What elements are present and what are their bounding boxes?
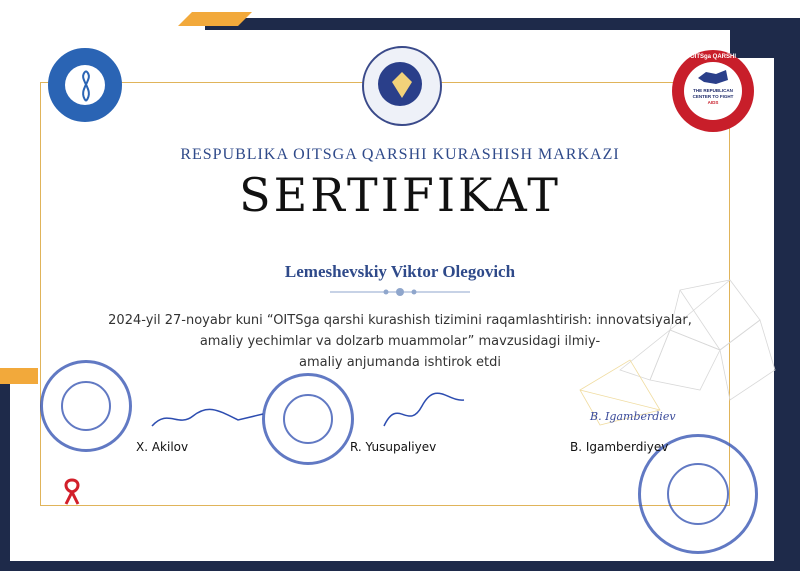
dna-emblem-icon [71,69,101,103]
ornament-divider [330,284,470,300]
signatory-yusupaliyev: R. Yusupaliyev [350,440,437,454]
ministry-logo-center [362,46,442,126]
red-ribbon-icon [62,478,82,506]
signatory-igamberdiyev: B. Igamberdiyev [570,440,669,454]
left-gold-stripe [0,368,38,384]
bird-emblem-icon [386,68,418,102]
aids-center-logo [672,50,754,132]
top-navy-band [205,18,800,30]
logo-top-text: OITSga QARSHI [689,54,736,60]
body-line-1: 2024-yil 27-noyabr kuni “OITSga qarshi kurashish tizimini raqamlashtirish: innovatsiyalar, [108,313,692,328]
map-icon [696,68,730,86]
signature-akilov [148,398,268,438]
recipient-name: Lemeshevskiy Viktor Olegovich [284,262,516,281]
ministry-logo-left [48,48,122,122]
corner-navy-block [730,18,800,58]
body-line-2: amaliy yechimlar va dolzarb muammolar” mavzusidagi ilmiy- [199,334,601,349]
organization-name: RESPUBLIKA OITSGA QARSHI KURASHISH MARKAZI [180,146,620,163]
logo-line-3: AIDS [707,100,719,105]
signatory-akilov: X. Akilov [136,440,189,454]
stamp-left [40,360,132,452]
stamp-center [262,373,354,465]
signature-yusupaliyev [378,392,468,434]
certificate-title: SERTIFIKAT [239,168,561,222]
logo-line-1: THE REPUBLICAN [693,88,733,93]
certificate-body [80,310,720,373]
bottom-navy-band [0,561,780,571]
left-navy-band [0,384,10,571]
logo-line-2: CENTER TO FIGHT [692,94,734,99]
body-line-3: amaliy anjumanda ishtirok etdi [299,355,501,370]
signature-igamberdiyev: B. Igamberdiev [590,410,676,423]
